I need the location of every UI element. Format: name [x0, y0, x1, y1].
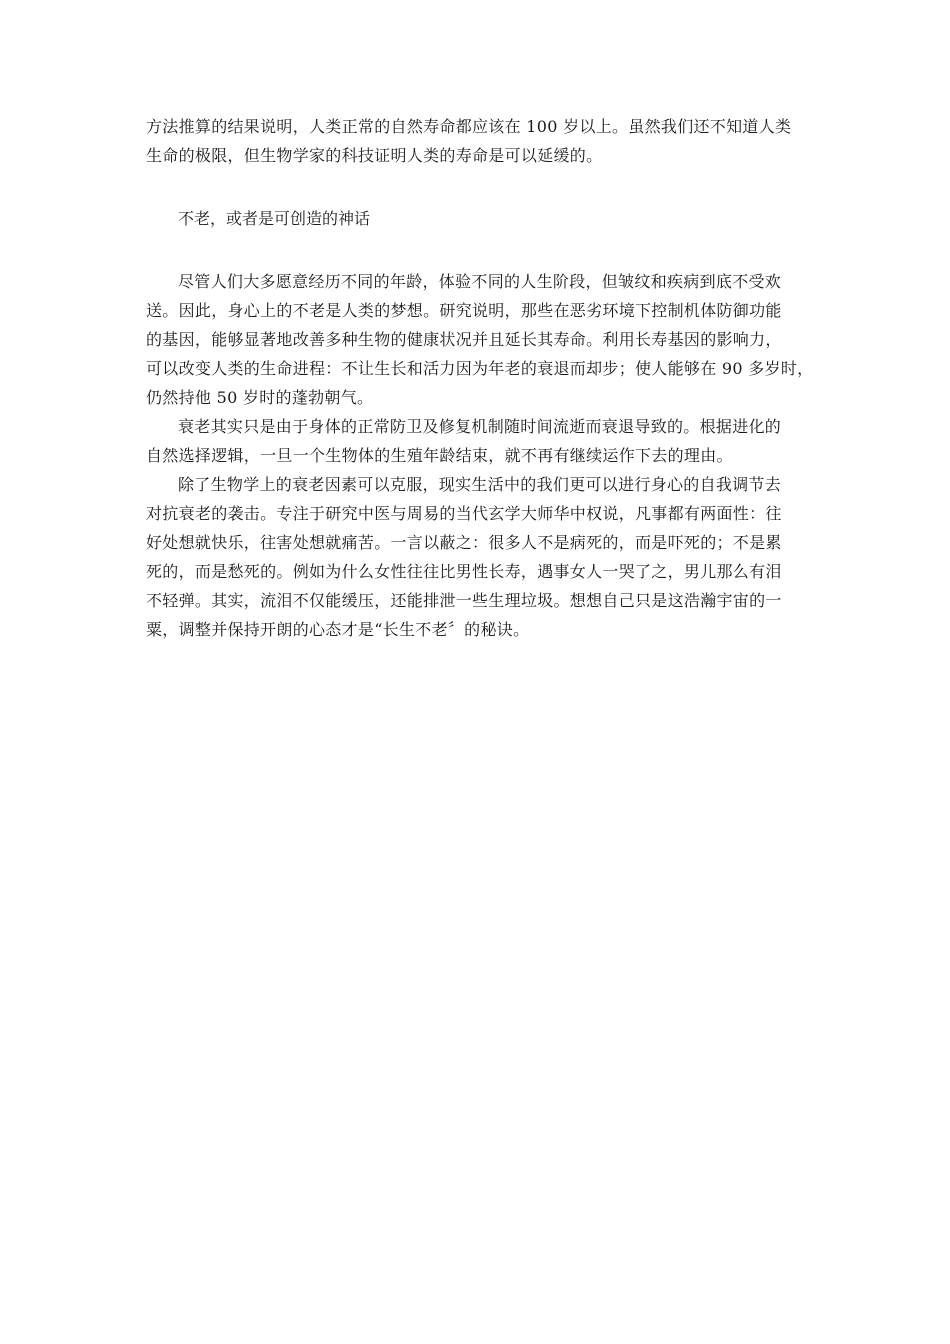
paragraph-line: 的基因，能够显著地改善多种生物的健康状况并且延长其寿命。利用长寿基因的影响力，: [146, 330, 782, 349]
document-page: [146, 112, 816, 644]
intro-line: 生命的极限，但生物学家的科技证明人类的寿命是可以延缓的。: [146, 146, 603, 165]
intro-line: 方法推算的结果说明，人类正常的自然寿命都应该在 100 岁以上。虽然我们还不知道人类: [146, 117, 792, 136]
paragraph: [146, 412, 816, 470]
spacer: [146, 233, 816, 267]
paragraph-line: 自然选择逻辑，一旦一个生物体的生殖年龄结束，就不再有继续运作下去的理由。: [146, 446, 733, 465]
spacer: [146, 170, 816, 204]
paragraph-line: 衰老其实只是由于身体的正常防卫及修复机制随时间流逝而衰退导致的。根据进化的: [178, 417, 782, 436]
paragraph: [146, 470, 816, 644]
paragraph-line: 除了生物学上的衰老因素可以克服，现实生活中的我们更可以进行身心的自我调节去: [178, 475, 782, 494]
paragraph: [146, 267, 816, 412]
paragraph-line: 仍然持他 50 岁时的蓬勃朝气。: [146, 388, 374, 407]
paragraph-line: 不轻弹。其实，流泪不仅能缓压，还能排泄一些生理垃圾。想想自己只是这浩瀚宇宙的一: [146, 591, 782, 610]
paragraph-line: 尽管人们大多愿意经历不同的年龄，体验不同的人生阶段，但皱纹和疾病到底不受欢: [178, 272, 782, 291]
paragraph-line: 送。因此，身心上的不老是人类的梦想。研究说明，那些在恶劣环境下控制机体防御功能: [146, 301, 782, 320]
paragraph-line: 可以改变人类的生命进程：不让生长和活力因为年老的衰退而却步；使人能够在 90 多岁时，: [146, 359, 814, 378]
paragraph-line: 死的，而是愁死的。例如为什么女性往往比男性长寿，遇事女人一哭了之，男儿那么有泪: [146, 562, 782, 581]
paragraph-line: 对抗衰老的袭击。专注于研究中医与周易的当代玄学大师华中权说，凡事都有两面性：往: [146, 504, 782, 523]
paragraph-line: 粟，调整并保持开朗的心态才是“长生不老〞的秘诀。: [146, 620, 530, 639]
section-heading: 不老，或者是可创造的神话: [178, 209, 371, 228]
paragraph-line: 好处想就快乐，往害处想就痛苦。一言以蔽之：很多人不是病死的，而是吓死的；不是累: [146, 533, 782, 552]
